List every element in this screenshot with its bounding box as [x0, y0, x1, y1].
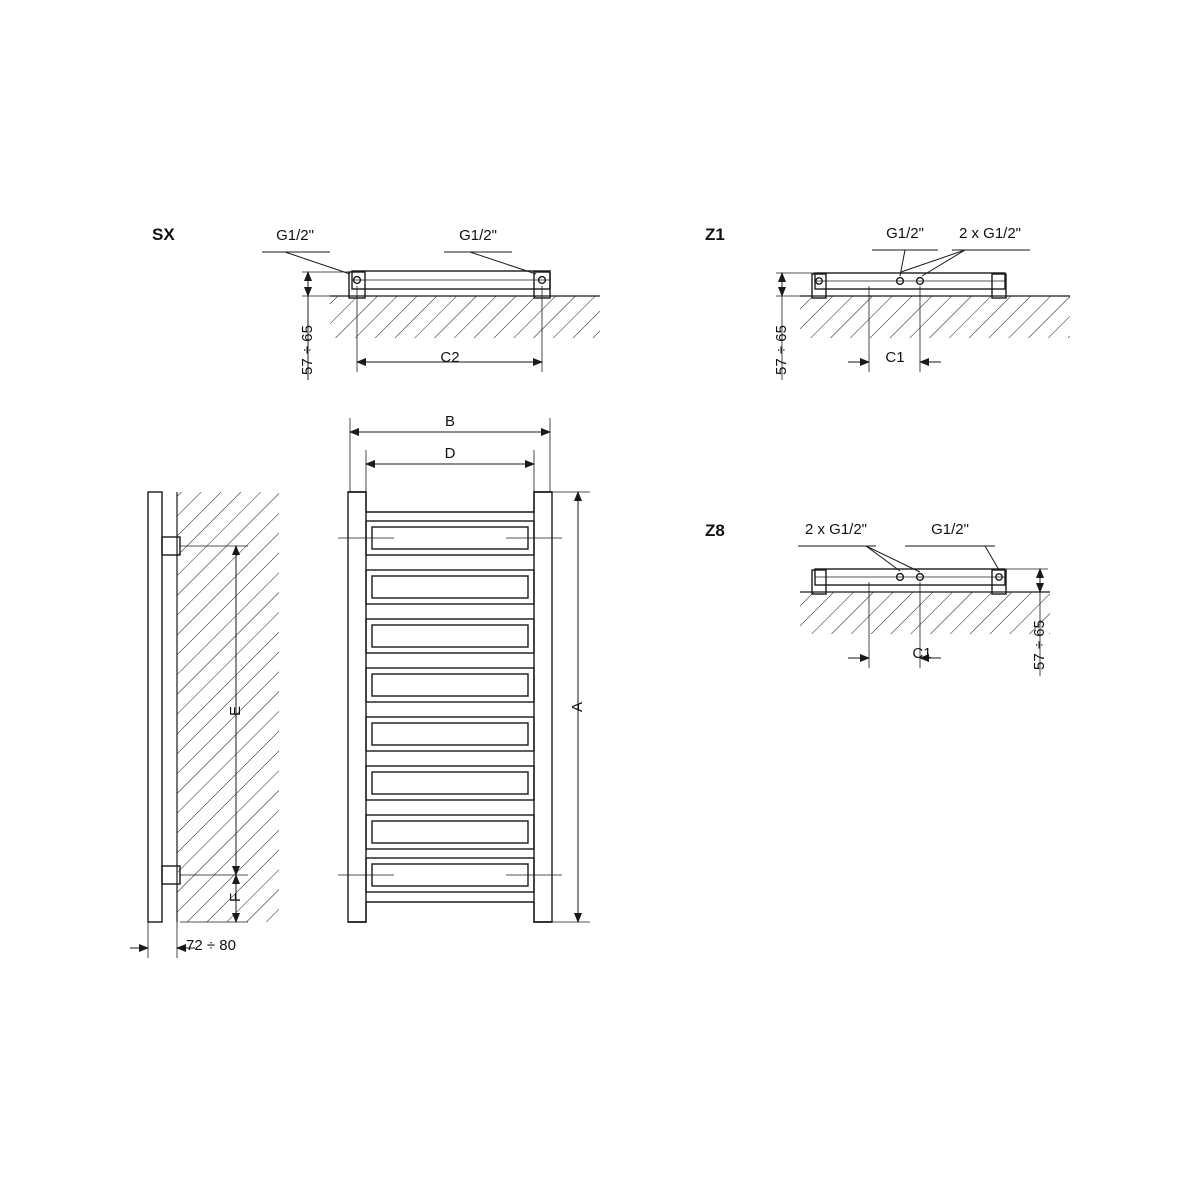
z1-wall-offset-label: 57 ÷ 65: [773, 325, 790, 375]
z8-width-dim-label: C1: [912, 645, 932, 662]
view-side-geometry: [130, 492, 279, 958]
z8-wall-offset-label: 57 ÷ 65: [1031, 620, 1048, 670]
sx-connection-right-label: G1/2": [459, 227, 497, 244]
front-overall-height-label: A: [569, 701, 586, 712]
view-tag-z8: Z8: [705, 521, 725, 540]
view-z1-geometry: [773, 250, 1070, 380]
z1-connection-right-label: 2 x G1/2": [958, 225, 1022, 242]
z1-connection-left-label: G1/2": [886, 225, 924, 242]
z8-connection-right-label: G1/2": [931, 521, 969, 538]
sx-wall-offset-label: 57 ÷ 65: [299, 325, 316, 375]
sx-connection-left-label: G1/2": [276, 227, 314, 244]
sx-width-dim-label: C2: [440, 349, 460, 366]
view-tag-sx: SX: [152, 225, 175, 244]
z1-width-dim-label: C1: [885, 349, 905, 366]
front-inner-width-label: D: [444, 445, 456, 462]
view-tag-z1: Z1: [705, 225, 725, 244]
side-bracket-bottom-label: F: [227, 892, 244, 902]
side-depth-dim-label: 72 ÷ 80: [186, 937, 236, 954]
front-rails: [366, 521, 534, 892]
view-front-geometry: [338, 418, 590, 922]
side-bracket-span-label: E: [227, 705, 244, 716]
z8-connection-left-label: 2 x G1/2": [804, 521, 868, 538]
front-overall-width-label: B: [444, 413, 456, 430]
